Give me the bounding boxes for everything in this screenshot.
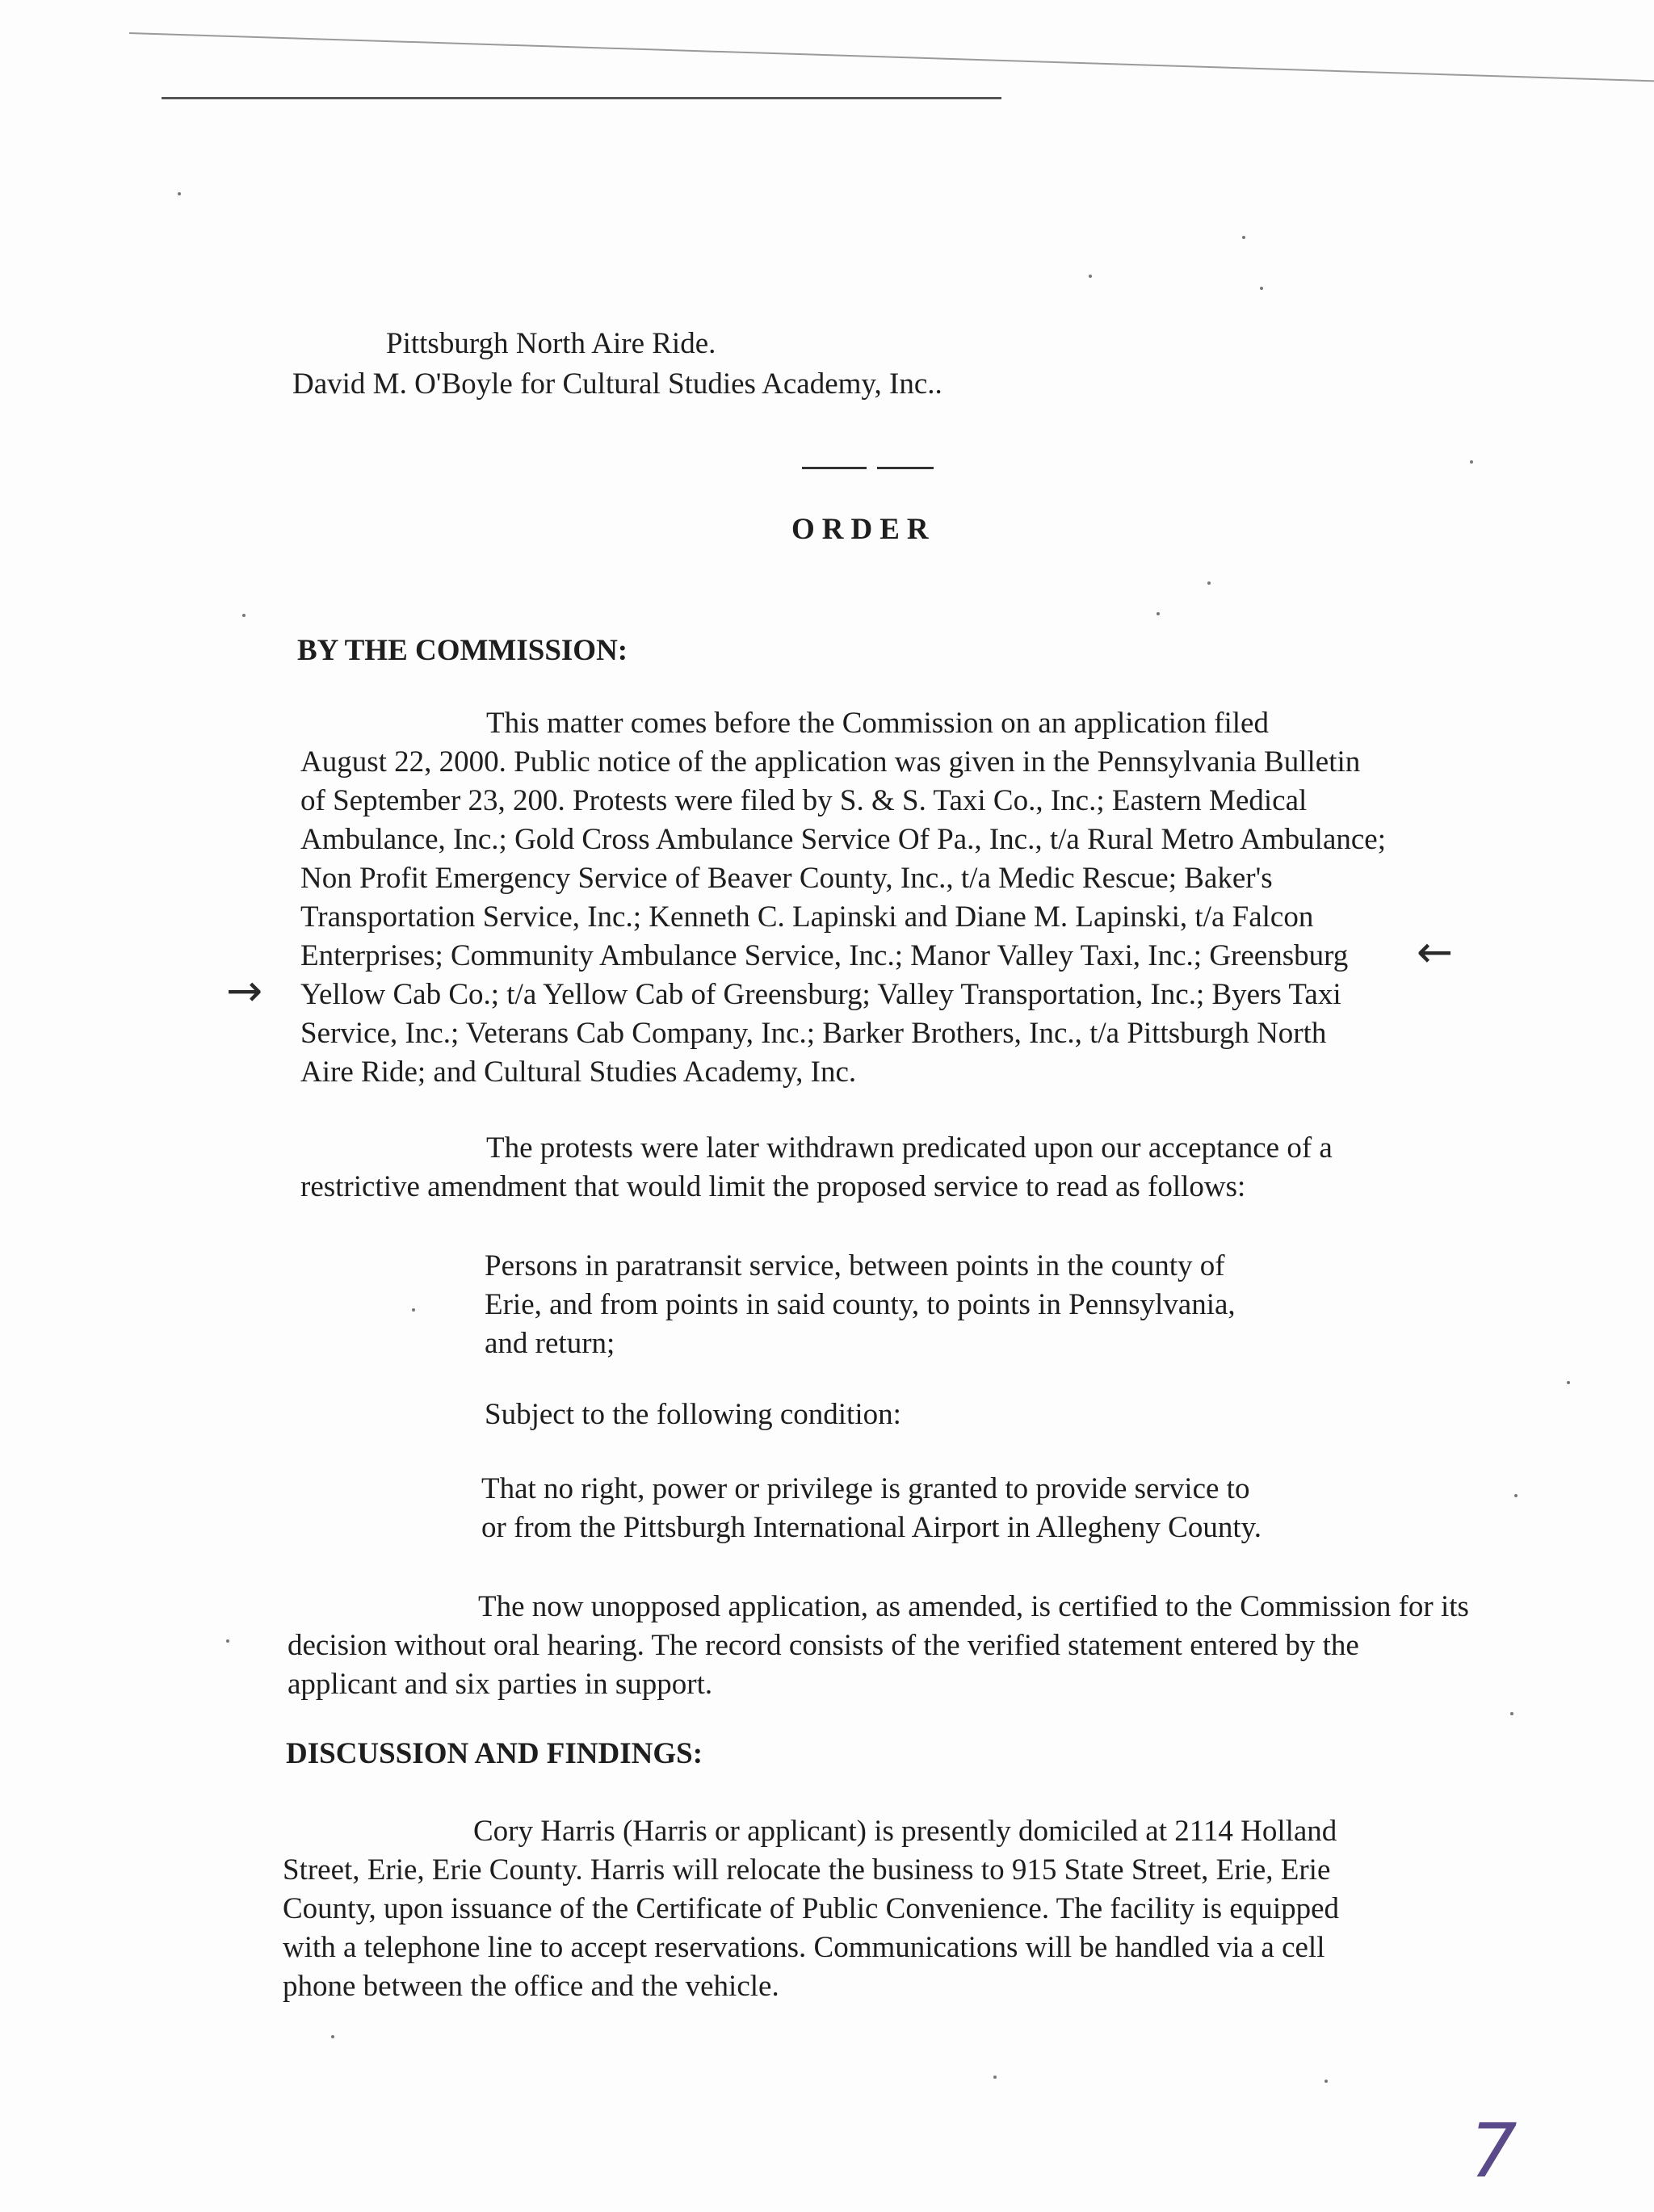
paragraph-findings [283,1812,1339,2006]
paragraph-application [300,704,1386,1092]
paragraph-line: Service, Inc.; Veterans Cab Company, Inc.; Barker Brothers, Inc., t/a Pittsburgh North [300,1017,1327,1050]
service-description [485,1247,1236,1363]
paragraph-line: decision without oral hearing. The record consists of the verified statement entered by the [288,1629,1359,1662]
paragraph-protests [300,1129,1333,1207]
scan-speck [331,2035,334,2038]
paragraph-line: Cory Harris (Harris or applicant) is presently domiciled at 2114 Holland [473,1815,1337,1848]
paragraph-unopposed [288,1588,1469,1704]
paragraph-line: restrictive amendment that would limit the proposed service to read as follows: [300,1170,1246,1203]
condition-line: or from the Pittsburgh International Airport in Allegheny County. [481,1511,1261,1544]
paragraph-line: Street, Erie, Erie County. Harris will relocate the business to 915 State Street, Erie, Erie [283,1853,1331,1887]
paragraph-line: County, upon issuance of the Certificate of Public Convenience. The facility is equipped [283,1892,1340,1925]
paragraph-line: The protests were later withdrawn predicated upon our acceptance of a [486,1131,1333,1165]
condition-intro: Subject to the following condition: [485,1398,901,1431]
scan-speck [1242,236,1245,239]
scan-speck [226,1639,229,1643]
scan-speck [1324,2080,1328,2083]
discussion-heading: DISCUSSION AND FINDINGS: [286,1737,703,1770]
paragraph-line: This matter comes before the Commission on an application filed [486,707,1269,740]
order-dash-right [877,467,934,469]
paragraph-line: The now unopposed application, as amended, is certified to the Commission for its [478,1590,1469,1623]
scan-speck [1567,1381,1570,1384]
condition-description [481,1470,1261,1547]
scan-speck [993,2076,997,2079]
service-line: Persons in paratransit service, between points in the county of [485,1249,1225,1282]
paragraph-line: applicant and six parties in support. [288,1668,713,1701]
handwritten-page-number: 7 [1470,2108,1518,2194]
scan-speck [1089,275,1092,278]
top-scan-rule [129,32,1654,82]
header-rule [162,97,1001,99]
paragraph-line: Yellow Cab Co.; t/a Yellow Cab of Greensburg; Valley Transportation, Inc.; Byers Taxi [300,978,1341,1011]
order-dash-left [802,467,867,469]
scan-speck [1514,1494,1518,1497]
paragraph-line: Aire Ride; and Cultural Studies Academy, Inc. [300,1056,857,1089]
paragraph-line: phone between the office and the vehicle. [283,1970,779,2003]
paragraph-line: Transportation Service, Inc.; Kenneth C. Lapinski and Diane M. Lapinski, t/a Falcon [300,900,1314,934]
paragraph-line: with a telephone line to accept reservations. Communications will be handled via a cell [283,1931,1325,1964]
scan-speck [178,192,181,195]
paragraph-line: Enterprises; Community Ambulance Service, Inc.; Manor Valley Taxi, Inc.; Greensburg [300,939,1349,972]
handwritten-arrow-right-pointing: → [226,965,263,1016]
paragraph-line: August 22, 2000. Public notice of the application was given in the Pennsylvania Bulletin [300,745,1361,779]
handwritten-arrow-left-pointing: ← [1417,926,1454,977]
scan-speck [1207,581,1211,585]
paragraph-line: Non Profit Emergency Service of Beaver County, Inc., t/a Medic Rescue; Baker's [300,862,1273,895]
order-title: ORDER [791,513,936,546]
scan-speck [412,1308,415,1312]
header-line-1: Pittsburgh North Aire Ride. [386,327,716,360]
paragraph-line: Ambulance, Inc.; Gold Cross Ambulance Service Of Pa., Inc., t/a Rural Metro Ambulance; [300,823,1386,856]
commission-heading: BY THE COMMISSION: [297,634,628,667]
scan-speck [1260,287,1263,290]
condition-line: That no right, power or privilege is granted to provide service to [481,1472,1250,1505]
scan-speck [242,614,246,617]
paragraph-line: of September 23, 200. Protests were filed by S. & S. Taxi Co., Inc.; Eastern Medical [300,784,1308,817]
service-line: Erie, and from points in said county, to points in Pennsylvania, [485,1288,1236,1321]
scan-speck [1510,1712,1513,1715]
service-line: and return; [485,1327,615,1360]
scan-speck [1157,612,1160,615]
header-line-2: David M. O'Boyle for Cultural Studies Academy, Inc.. [292,367,942,401]
scan-speck [1470,460,1473,464]
